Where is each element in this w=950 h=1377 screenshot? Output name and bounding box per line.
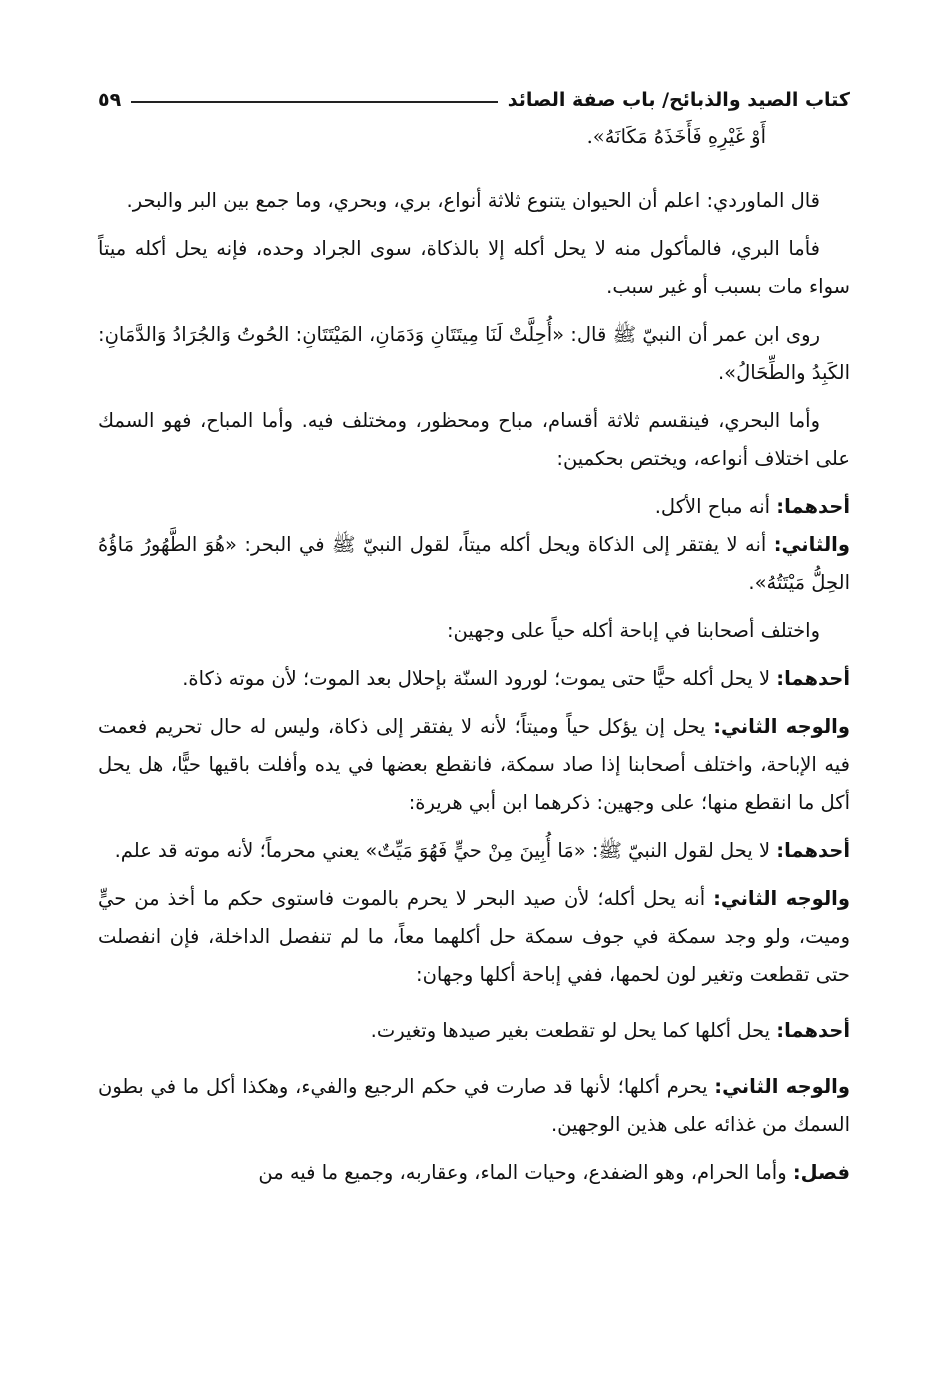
paragraph-section [98,1154,850,1192]
paragraph-lead: والوجه الثاني: [713,715,850,738]
paragraph-lead: والوجه الثاني: [714,1075,850,1098]
paragraph-lead: أحدهما: [776,667,850,690]
paragraph-gap [98,822,850,832]
paragraph-gap [98,392,850,402]
paragraph-point [98,660,850,698]
paragraph-text: لا يحل أكله حيًّا حتى يموت؛ لورود السنّة بإحلال بعد الموت؛ لأن موته ذكاة. [182,667,777,690]
paragraph-gap [98,994,850,1012]
paragraph-text: لا يحل لقول النبيّ ﷺ: «مَا أُبِينَ مِنْ حيٍّ فَهُوَ مَيِّتٌ» يعني محرماً؛ لأنه موته قد علم. [114,839,777,862]
paragraph-lead: أحدهما: [776,1019,850,1042]
paragraph-text: وأما الحرام، وهو الضفدع، وحيات الماء، وعقاربه، وجميع ما فيه من [258,1161,793,1184]
paragraph-point [98,708,850,822]
paragraph-text: يحل أكلها كما يحل لو تقطعت بغير صيدها وتغيرت. [370,1019,777,1042]
paragraph-point [98,526,850,602]
paragraph-gap [98,650,850,660]
paragraph-lead: أحدهما: [776,495,850,518]
paragraph-text: يحل إن يؤكل حياً وميتاً؛ لأنه لا يفتقر إلى ذكاة، وليس له حال تحريم فعمت فيه الإباحة، واختلف أصحابنا إذا صاد سمكة، فانقطع بعضها في يده وأفلت باقيها حيًّا، هل يحل أكل ما انقطع منها؛ على وجهين: ذكرهما ابن أبي هريرة: [98,715,850,814]
paragraph-hadith [98,316,850,392]
header-title: كتاب الصيد والذبائح/ باب صفة الصائد [507,89,850,111]
paragraph-gap [98,306,850,316]
paragraph-point [98,880,850,994]
paragraph-text: يحرم أكلها؛ لأنها قد صارت في حكم الرجيع والفيء، وهكذا أكل ما في بطون السمك من غذائه على هذين الوجهين. [98,1075,850,1136]
paragraph-text: وأما البحري، فينقسم ثلاثة أقسام، مباح ومحظور، ومختلف فيه. وأما المباح، فهو السمك على اختلاف أنواعه، ويختص بحكمين: [98,409,850,470]
paragraph-gap [98,220,850,230]
paragraph-text: فأما البري، فالمأكول منه لا يحل أكله إلا بالذكاة، سوى الجراد وحده، فإنه يحل أكله ميتاً سواء مات بسبب أو غير سبب. [98,237,850,298]
paragraph-gap [98,870,850,880]
paragraph-point [98,1012,850,1050]
paragraph-gap [98,478,850,488]
paragraph-gap [98,156,850,182]
running-header [98,80,850,120]
document-page [98,80,850,1192]
paragraph [98,612,850,650]
paragraph-text: روى ابن عمر أن النبيّ ﷺ قال: «أُحِلَّتْ لَنَا مِيتَتَانِ وَدَمَانِ، المَيْتَتَانِ: الحُوتُ وَالجُرَادُ وَالدَّمَانِ: الكَبِدُ والطِّحَالُ». [98,323,850,384]
paragraph-text: أنه مباح الأكل. [654,495,777,518]
paragraph-text: واختلف أصحابنا في إباحة أكله حياً على وجهين: [446,619,820,642]
page-number: ٥٩ [98,89,122,111]
paragraph-point [98,488,850,526]
paragraph [98,182,850,220]
paragraph-text: أنه يحل أكله؛ لأن صيد البحر لا يحرم بالموت فاستوى حكم ما أخذ من حيٍّ وميت، ولو وجد سمكة في جوف سمكة حل أكلهما معاً، ما لم تنفصل الداخلة، فإن انفصلت حتى تقطعت وتغير لون لحمها، ففي إباحة أكلها وجهان: [98,887,850,986]
paragraph-lead: والوجه الثاني: [713,887,850,910]
paragraph-text: أَوْ غَيْرِهِ فَأَخَذَهُ مَكَانَهُ». [586,125,766,148]
paragraph-gap [98,1050,850,1068]
paragraph-gap [98,602,850,612]
paragraph [98,230,850,306]
paragraph-lead: فصل: [792,1161,850,1184]
paragraph-lead: أحدهما: [776,839,850,862]
paragraph-text: قال الماوردي: اعلم أن الحيوان يتنوع ثلاثة أنواع، بري، وبحري، وما جمع بين البر والبحر. [126,189,820,212]
paragraph-continuation [98,118,850,156]
paragraph-gap [98,1144,850,1154]
paragraph-point [98,832,850,870]
paragraph [98,402,850,478]
paragraph-lead: والثاني: [773,533,850,556]
paragraph-gap [98,698,850,708]
paragraph-point [98,1068,850,1144]
header-rule [131,101,498,103]
paragraph-text: أنه لا يفتقر إلى الذكاة ويحل أكله ميتاً، لقول النبيّ ﷺ في البحر: «هُوَ الطَّهُورُ مَاؤُهُ الحِلُّ مَيْتَتُهُ». [98,533,850,594]
